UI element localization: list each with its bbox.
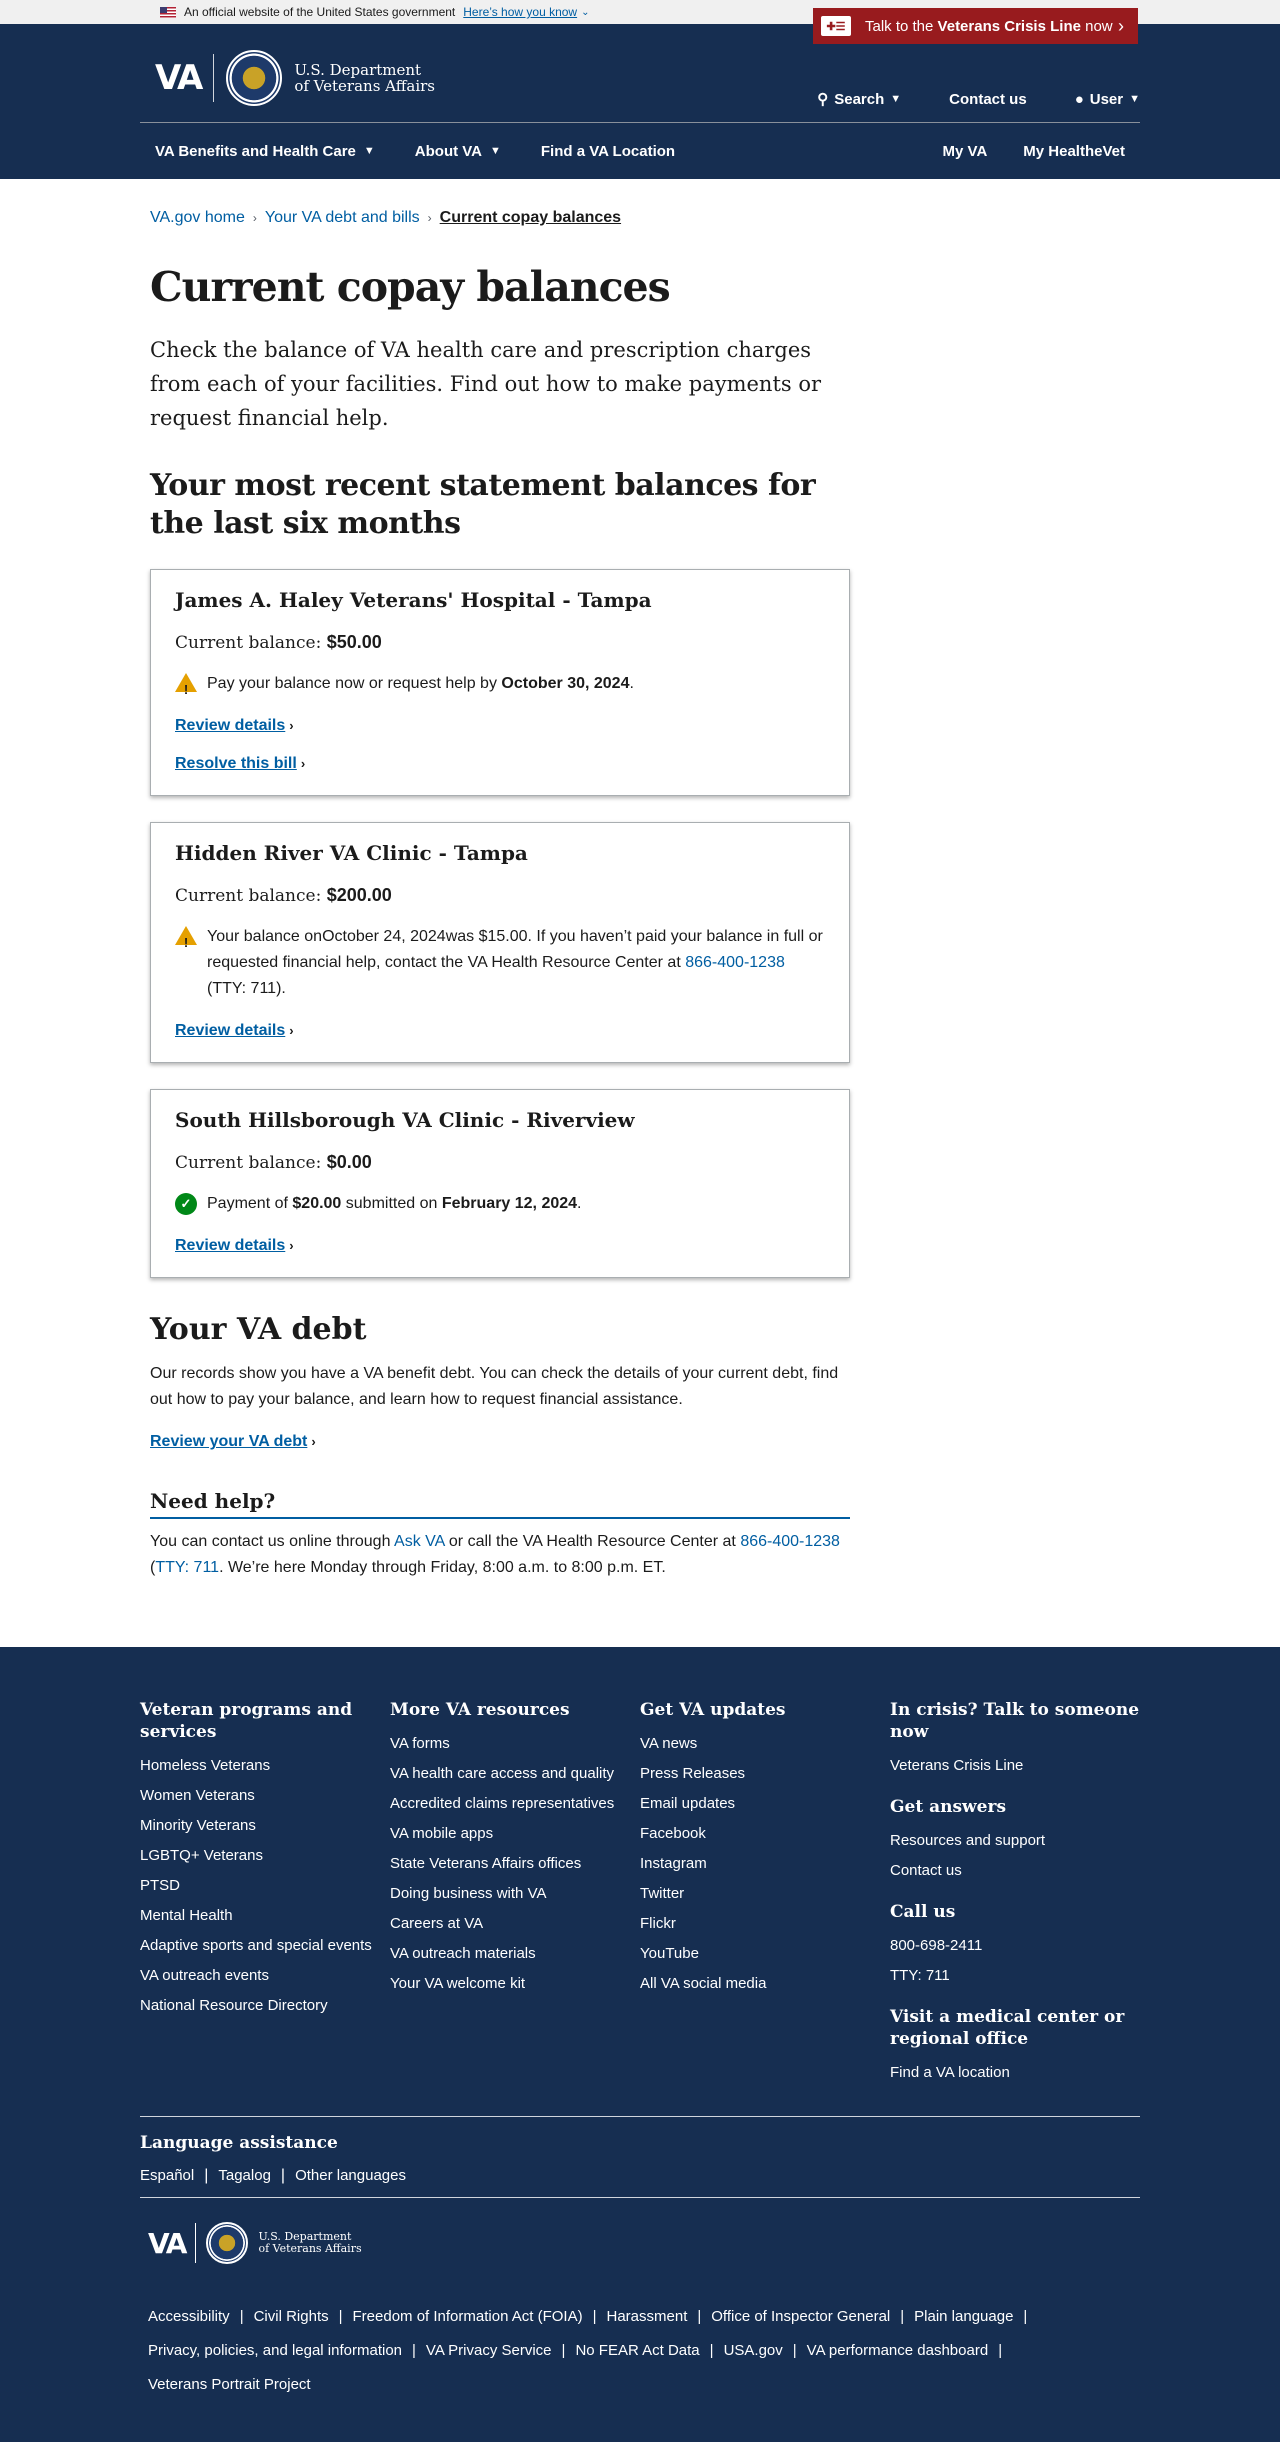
nav-find-location[interactable]: Find a VA Location xyxy=(540,142,676,160)
contact-us-link[interactable]: Contact us xyxy=(949,90,1027,108)
balance-alert: ! Your balance onOctober 24, 2024was $15.00. If you haven’t paid your balance in full or requested financial help, contact the VA Health Resource Center at 866-400-1238 (TTY: 711). xyxy=(175,924,825,1002)
footer-col-resources: More VA resources VA forms VA health care access and quality Accredited claims representatives VA mobile apps State Veterans Affairs offices Doing business with VA Careers at VA VA outreach materials Your VA welcome kit xyxy=(390,1699,640,2094)
facility-name: James A. Haley Veterans' Hospital - Tampa xyxy=(175,588,652,612)
footer-link[interactable]: Women Veterans xyxy=(140,1787,255,1804)
footer-link[interactable]: TTY: 711 xyxy=(890,1967,950,1984)
chevron-down-icon: ⌄ xyxy=(581,6,590,18)
footer-link[interactable]: Adaptive sports and special events xyxy=(140,1937,372,1954)
crisis-line-icon: ✚☰ xyxy=(821,16,851,36)
footer-link[interactable]: VA mobile apps xyxy=(390,1825,494,1842)
va-logo[interactable]: VA U.S. Department of Veterans Affairs xyxy=(155,50,435,106)
bottom-link[interactable]: Freedom of Information Act (FOIA) xyxy=(352,2308,583,2325)
main-nav xyxy=(0,123,1280,179)
main-content xyxy=(0,179,1280,1647)
phone-link[interactable]: 866-400-1238 xyxy=(685,954,785,971)
footer-link[interactable]: VA outreach materials xyxy=(390,1945,536,1962)
footer-link[interactable]: Accredited claims representatives xyxy=(390,1795,615,1812)
resolve-bill-link[interactable]: Resolve this bill › xyxy=(175,755,306,772)
footer-link[interactable]: Flickr xyxy=(640,1915,676,1932)
balance-card xyxy=(150,1089,850,1278)
footer-link[interactable]: Contact us xyxy=(890,1862,962,1879)
page-intro: Check the balance of VA health care and prescription charges from each of your facilities. Find out how to make payments or request financial help. xyxy=(150,338,822,430)
gov-banner xyxy=(0,0,1280,36)
bottom-link[interactable]: Office of Inspector General xyxy=(711,2308,891,2325)
review-va-debt-link[interactable]: Review your VA debt › xyxy=(150,1433,316,1450)
search-button[interactable]: ⚲ Search ▼ xyxy=(817,90,902,108)
chevron-right-icon: › xyxy=(252,211,257,225)
heres-how-you-know-link[interactable]: Here’s how you know xyxy=(463,5,578,19)
debt-heading: Your VA debt xyxy=(150,1312,367,1347)
footer-link[interactable]: Minority Veterans xyxy=(140,1817,256,1834)
footer-link[interactable]: Mental Health xyxy=(140,1907,233,1924)
lang-link[interactable]: Tagalog xyxy=(218,2167,271,2184)
current-balance: Current balance: $0.00 xyxy=(175,1152,372,1173)
nav-benefits[interactable]: VA Benefits and Health Care ▼ xyxy=(155,142,375,160)
review-details-link[interactable]: Review details › xyxy=(175,1022,294,1039)
chevron-right-icon: › xyxy=(1118,15,1124,36)
bottom-link[interactable]: Plain language xyxy=(914,2308,1014,2325)
footer-bottom-links: Accessibility | Civil Rights | Freedom of Information Act (FOIA) | Harassment | Office of Inspector General | Plain language | Privacy, policies, and legal information | VA Privacy Service | No FEAR Act Data | USA.gov | VA performance dashboard | Veterans Portrait Project xyxy=(148,2308,1028,2393)
need-help-text: You can contact us online through Ask VA or call the VA Health Resource Center at 866-400-1238 (TTY: 711. We’re here Monday through Friday, 8:00 a.m. to 8:00 p.m. ET. xyxy=(150,1533,840,1576)
footer-link[interactable]: YouTube xyxy=(640,1945,699,1962)
nav-my-va[interactable]: My VA xyxy=(942,142,988,160)
ask-va-link[interactable]: Ask VA xyxy=(394,1533,445,1550)
user-icon: ● xyxy=(1074,90,1084,108)
footer-link[interactable]: Homeless Veterans xyxy=(140,1757,271,1774)
nav-my-healthevet[interactable]: My HealtheVet xyxy=(1023,142,1125,160)
footer-link[interactable]: Twitter xyxy=(640,1885,685,1902)
footer-link[interactable]: VA forms xyxy=(390,1735,450,1752)
bottom-link[interactable]: Accessibility xyxy=(148,2308,230,2325)
footer-link[interactable]: Facebook xyxy=(640,1825,706,1842)
warning-icon xyxy=(175,672,197,694)
balance-alert: ! Pay your balance now or request help by October 30, 2024. xyxy=(175,671,825,697)
facility-name: South Hillsborough VA Clinic - Riverview xyxy=(175,1108,635,1132)
footer-va-logo[interactable]: VA U.S. Department of Veterans Affairs xyxy=(148,2222,1140,2264)
footer-link[interactable]: National Resource Directory xyxy=(140,1997,328,2014)
nav-about-va[interactable]: About VA ▼ xyxy=(414,142,501,160)
page-title: Current copay balances xyxy=(150,263,670,311)
us-flag-icon xyxy=(160,7,176,18)
footer-link[interactable]: LGBTQ+ Veterans xyxy=(140,1847,263,1864)
header-divider xyxy=(140,122,1140,123)
va-seal-icon xyxy=(226,50,282,106)
footer-link[interactable]: VA news xyxy=(640,1735,698,1752)
footer-link[interactable]: PTSD xyxy=(140,1877,181,1894)
chevron-down-icon: ▼ xyxy=(890,93,902,105)
warning-icon xyxy=(175,925,197,947)
lang-link[interactable]: Español xyxy=(140,2167,195,2184)
site-footer xyxy=(0,1647,1280,2442)
check-circle-icon: ✓ xyxy=(175,1193,197,1215)
search-icon: ⚲ xyxy=(817,91,829,108)
chevron-right-icon: › xyxy=(311,1434,316,1449)
footer-link[interactable]: VA outreach events xyxy=(140,1967,269,1984)
footer-col-crisis: In crisis? Talk to someone now Veterans Crisis Line Get answers Resources and support Contact us Call us 800-698-2411 TTY: 711 Visit a medical center or regional office Find a VA location xyxy=(890,1700,1140,2081)
chevron-right-icon: › xyxy=(289,718,294,733)
bottom-link[interactable]: Civil Rights xyxy=(253,2308,329,2325)
user-menu-button[interactable]: ● User ▼ xyxy=(1074,90,1140,108)
bottom-link[interactable]: Privacy, policies, and legal information xyxy=(148,2342,403,2359)
language-assistance: Language assistance Español | Tagalog | Other languages xyxy=(140,2133,406,2184)
bottom-link[interactable]: VA Privacy Service xyxy=(425,2342,552,2359)
bottom-link[interactable]: USA.gov xyxy=(723,2342,783,2359)
bottom-link[interactable]: No FEAR Act Data xyxy=(575,2342,700,2359)
bottom-link[interactable]: Veterans Portrait Project xyxy=(148,2376,311,2393)
footer-link[interactable]: Instagram xyxy=(640,1855,707,1872)
bottom-link[interactable]: Harassment xyxy=(606,2308,688,2325)
breadcrumb xyxy=(150,209,850,227)
footer-link[interactable]: Veterans Crisis Line xyxy=(890,1757,1024,1774)
footer-link[interactable]: Resources and support xyxy=(890,1832,1046,1849)
site-header xyxy=(0,24,1280,179)
footer-link[interactable]: Doing business with VA xyxy=(390,1885,547,1902)
veterans-crisis-line-button[interactable]: ✚☰ Talk to the Veterans Crisis Line now › xyxy=(813,8,1138,44)
recent-balances-heading: Your most recent statement balances for the last six months xyxy=(150,468,816,541)
review-details-link[interactable]: Review details › xyxy=(175,1237,294,1254)
tty-link[interactable]: TTY: 711 xyxy=(212,980,277,997)
footer-link[interactable]: Your VA welcome kit xyxy=(390,1975,526,1992)
need-help-heading: Need help? xyxy=(150,1489,850,1519)
footer-link[interactable]: All VA social media xyxy=(640,1975,767,1992)
gov-banner-text: An official website of the United States government xyxy=(184,5,456,19)
va-seal-icon xyxy=(206,2222,248,2264)
footer-col-updates: Get VA updates VA news Press Releases Email updates Facebook Instagram Twitter Flickr YouTube All VA social media xyxy=(640,1699,890,2094)
chevron-right-icon: › xyxy=(300,756,306,771)
chevron-down-icon: ▼ xyxy=(1129,93,1140,105)
footer-col-programs: Veteran programs and services Homeless Veterans Women Veterans Minority Veterans LGBTQ+ Veterans PTSD Mental Health Adaptive sports and special events VA outreach events National Resource Directory xyxy=(140,1699,390,2094)
phone-link[interactable]: 866-400-1238 xyxy=(740,1533,840,1550)
chevron-right-icon: › xyxy=(289,1238,294,1253)
chevron-right-icon: › xyxy=(289,1023,294,1038)
chevron-down-icon: ▼ xyxy=(490,145,501,157)
footer-link[interactable]: Email updates xyxy=(640,1795,736,1812)
footer-link[interactable]: State Veterans Affairs offices xyxy=(390,1855,582,1872)
footer-link[interactable]: Press Releases xyxy=(640,1765,746,1782)
footer-link[interactable]: Careers at VA xyxy=(390,1915,484,1932)
breadcrumb-home[interactable]: VA.gov home xyxy=(150,209,245,226)
footer-link[interactable]: 800-698-2411 xyxy=(890,1937,983,1954)
breadcrumb-debt-and-bills[interactable]: Your VA debt and bills xyxy=(264,209,420,226)
breadcrumb-current[interactable]: Current copay balances xyxy=(439,209,622,226)
balance-card xyxy=(150,822,850,1063)
chevron-right-icon: › xyxy=(427,211,432,225)
review-details-link[interactable]: Review details › xyxy=(175,717,294,734)
lang-link[interactable]: Other languages xyxy=(295,2167,406,2184)
payment-alert: ✓ Payment of $20.00 submitted on February 12, 2024. xyxy=(175,1191,825,1217)
balance-card xyxy=(150,569,850,796)
debt-text: Our records show you have a VA benefit debt. You can check the details of your current debt, find out how to pay your balance, and learn how to request financial assistance. xyxy=(150,1365,839,1408)
bottom-link[interactable]: VA performance dashboard xyxy=(806,2342,989,2359)
footer-link[interactable]: Find a VA location xyxy=(890,2064,1010,2081)
current-balance: Current balance: $50.00 xyxy=(175,632,382,653)
footer-link[interactable]: VA health care access and quality xyxy=(390,1765,615,1782)
chevron-down-icon: ▼ xyxy=(363,145,375,157)
tty-link[interactable]: TTY: 711 xyxy=(155,1559,220,1576)
current-balance: Current balance: $200.00 xyxy=(175,885,392,906)
facility-name: Hidden River VA Clinic - Tampa xyxy=(175,841,528,865)
